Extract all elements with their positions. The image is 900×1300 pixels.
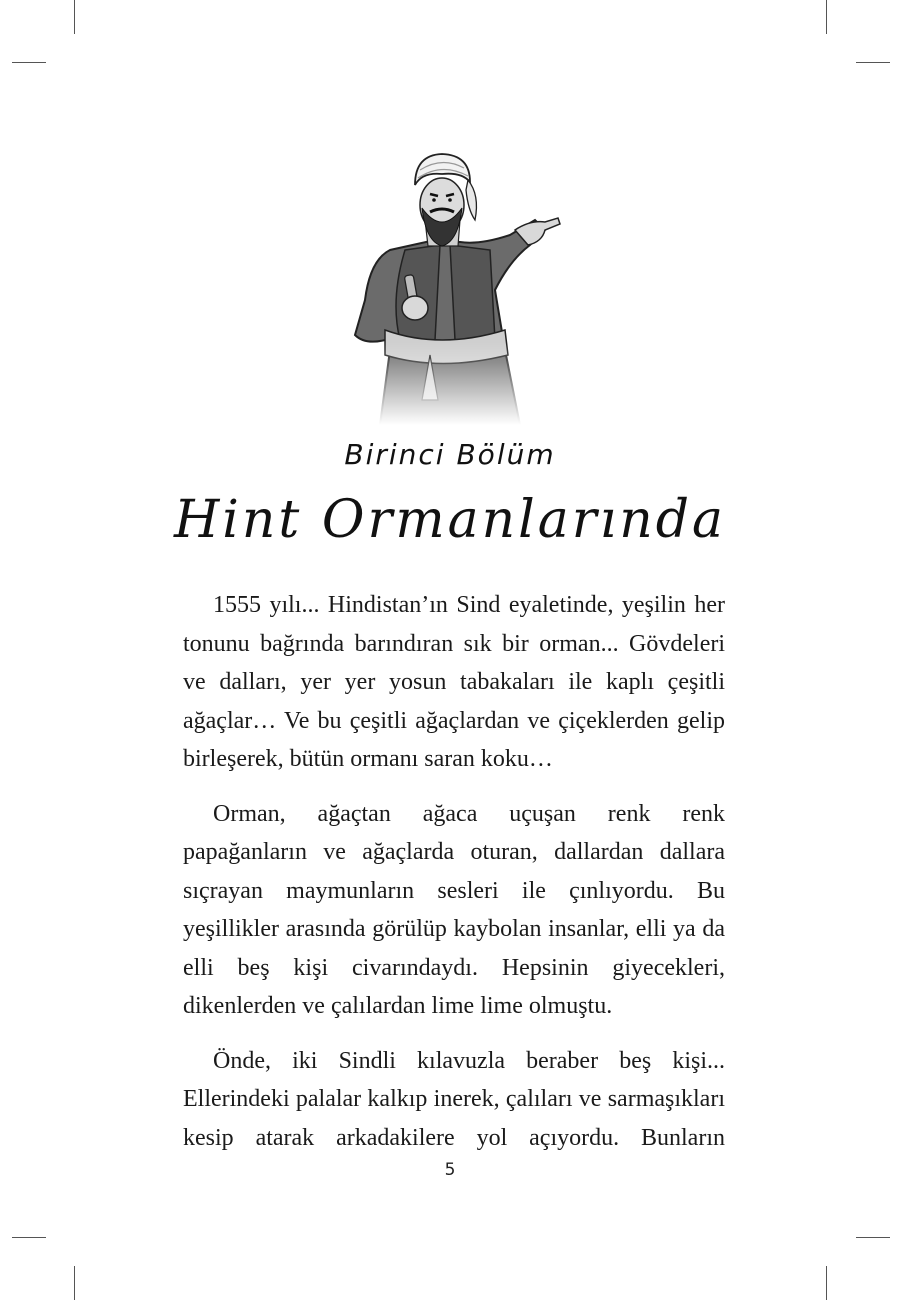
turbaned-man-illustration xyxy=(330,150,570,425)
chapter-label: Birinci Bölüm xyxy=(344,438,556,471)
crop-mark xyxy=(12,1237,46,1238)
crop-mark xyxy=(856,1237,890,1238)
body-text xyxy=(183,586,725,1173)
page-number: 5 xyxy=(444,1160,456,1180)
crop-mark xyxy=(826,0,827,34)
crop-mark xyxy=(856,62,890,63)
paragraph: Önde, iki Sindli kılavuzla beraber beş kişi... Ellerindeki palalar kalkıp inerek, çalıları ve sarmaşıkları kesip atarak arkadakilere yol açıyordu. Bunların xyxy=(183,1047,725,1151)
chapter-title: Hint Ormanlarında xyxy=(173,490,727,550)
crop-mark xyxy=(74,1266,75,1300)
crop-mark xyxy=(12,62,46,63)
crop-mark xyxy=(74,0,75,34)
paragraph: 1555 yılı... Hindistan’ın Sind eyaletinde, yeşilin her tonunu bağrında barındıran sık bir orman... Gövdeleri ve dalları, yer yer yosun tabakaları ile kaplı çeşitli ağaçlar… Ve bu çeşitli ağaçlardan ve çiçeklerden gelip birleşerek, bütün ormanı saran koku… xyxy=(183,592,725,772)
paragraph: Orman, ağaçtan ağaca uçuşan renk renk papağanların ve ağaçlarda oturan, dallardan dallara sıçrayan maymunların sesleri ile çınlıyordu. Bu yeşillikler arasında görülüp kaybolan insanlar, elli ya da elli beş kişi civarındaydı. Hepsinin giyecekleri, dikenlerden ve çalılardan lime lime olmuştu. xyxy=(183,800,725,1019)
crop-mark xyxy=(826,1266,827,1300)
